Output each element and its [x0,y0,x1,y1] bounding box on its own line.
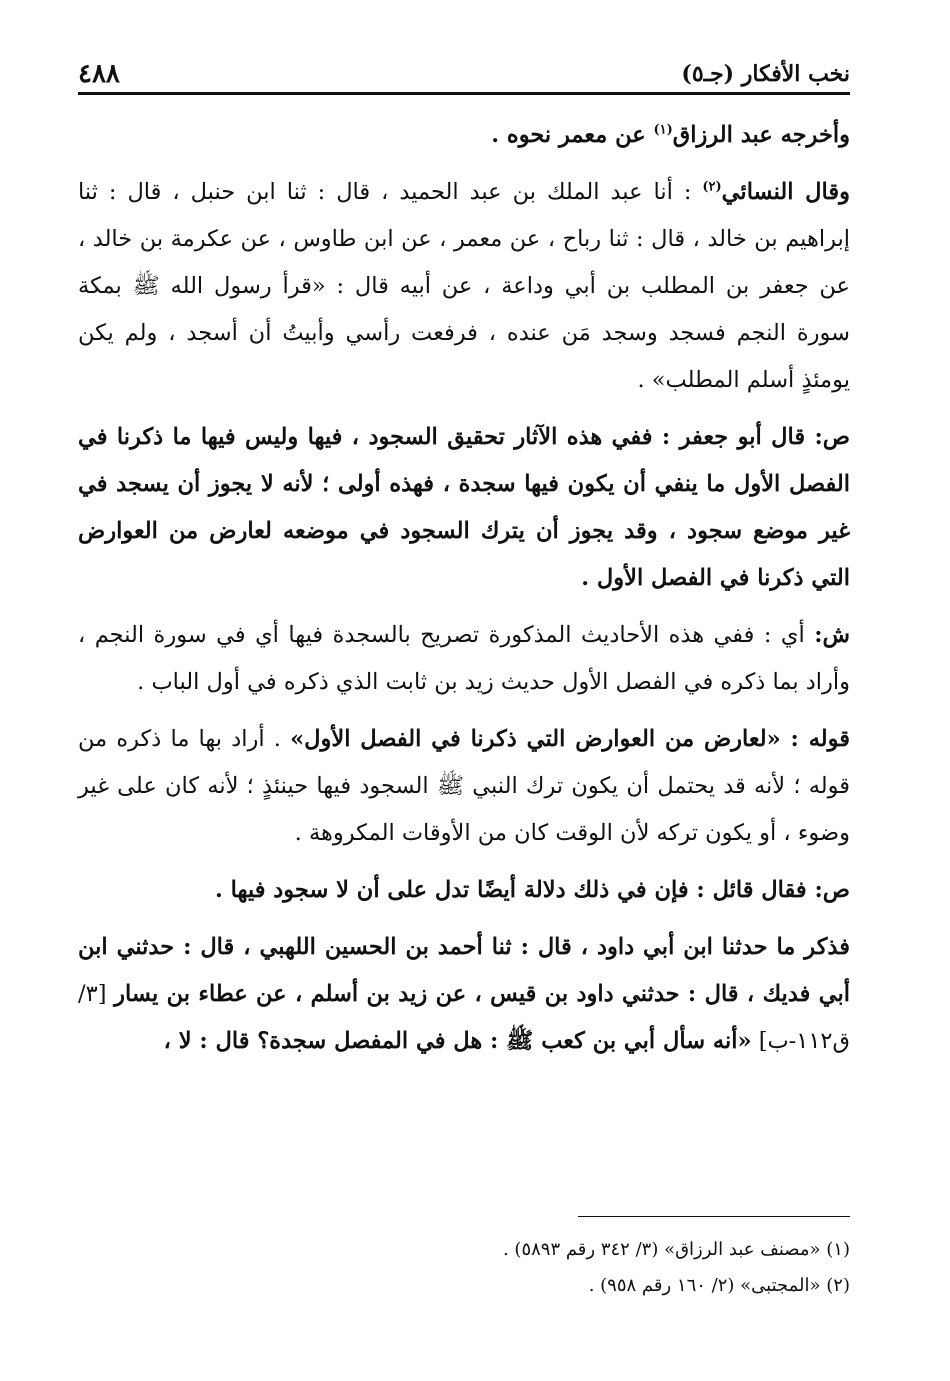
paragraph-2 [78,169,850,404]
main-text [78,112,850,1075]
paragraph-1-text: عن معمر نحوه . [491,122,654,148]
footnote-rule [578,1216,850,1217]
paragraph-6-text: ص: فقال قائل : فإن في ذلك دلالة أيضًا تدل على أن لا سجود فيها . [215,877,850,903]
paragraph-3-lead: ص: [814,424,850,450]
paragraph-7 [78,924,850,1065]
paragraph-4 [78,612,850,706]
footnote-ref-2: (٢) [702,179,722,195]
footnotes [78,1232,850,1304]
footnote-ref-1: (١) [653,122,673,138]
running-title: نخب الأفكار (جـ٥) [681,61,850,87]
paragraph-7-tail: «أنه سأل أبي بن كعب ﷺ : هل في المفصل سجدة؟ قال : لا ، [163,1028,752,1054]
footnote-1: (١) «مصنف عبد الرزاق» (٣/ ٣٤٢ رقم ٥٨٩٣) . [502,1239,850,1260]
paragraph-4-text: أي : ففي هذه الأحاديث المذكورة تصريح بالسجدة فيها أي في سورة النجم ، وأراد بما ذكره في الفصل الأول حديث زيد بن ثابت الذي ذكره في أول الباب . [78,622,850,695]
manuscript-ref: [٣/ ق١١٢-ب] [78,981,850,1054]
paragraph-6 [78,867,850,914]
paragraph-5-text: . أراد بها ما ذكره من قوله ؛ لأنه قد يحتمل أن يكون ترك النبي ﷺ السجود فيها حينئذٍ ؛ لأنه كان على غير وضوء ، أو يكون تركه لأن الوقت كان من الأوقات المكروهة . [78,726,850,846]
paragraph-5 [78,716,850,857]
paragraph-4-lead: ش: [814,622,850,648]
page-header [78,50,850,90]
footnote-2: (٢) «المجتبى» (٢/ ١٦٠ رقم ٩٥٨) . [588,1275,850,1296]
header-rule [78,92,850,95]
page-number: ٤٨٨ [78,59,120,89]
paragraph-2-lead: وقال النسائي [721,179,850,205]
paragraph-3 [78,414,850,602]
paragraph-2-text: : أنا عبد الملك بن عبد الحميد ، قال : ثنا ابن حنبل ، قال : ثنا إبراهيم بن خالد ، قال : ثنا رباح ، عن معمر ، عن ابن طاوس ، عن عكرمة بن خالد ، عن جعفر بن المطلب بن أبي وداعة ، عن أبيه قال : «قرأ رسول الله ﷺ بمكة سورة النجم فسجد وسجد مَن عنده ، فرفعت رأسي وأبيتُ أن أسجد ، ولم يكن يومئذٍ أسلم المطلب» . [78,179,850,393]
paragraph-1-lead: وأخرجه عبد الرزاق [672,122,850,148]
paragraph-5-lead: قوله : «لعارض من العوارض التي ذكرنا في الفصل الأول» [290,726,850,752]
paragraph-1 [78,112,850,159]
paragraph-7-lead: فذكر ما حدثنا ابن أبي داود ، قال : ثنا أحمد بن الحسين اللهبي ، قال : حدثني ابن أبي فديك ، قال : حدثني داود بن قيس ، عن زيد بن أسلم ، عن عطاء بن يسار [78,934,850,1007]
paragraph-3-text: قال أبو جعفر : ففي هذه الآثار تحقيق السجود ، فيها وليس فيها ما ذكرنا في الفصل الأول ما ينفي أن يكون فيها سجدة ، فهذه أولى ؛ لأنه لا يجوز أن يسجد في غير موضع سجود ، وقد يجوز أن يترك السجود في موضعه لعارض من العوارض التي ذكرنا في الفصل الأول . [78,424,850,591]
